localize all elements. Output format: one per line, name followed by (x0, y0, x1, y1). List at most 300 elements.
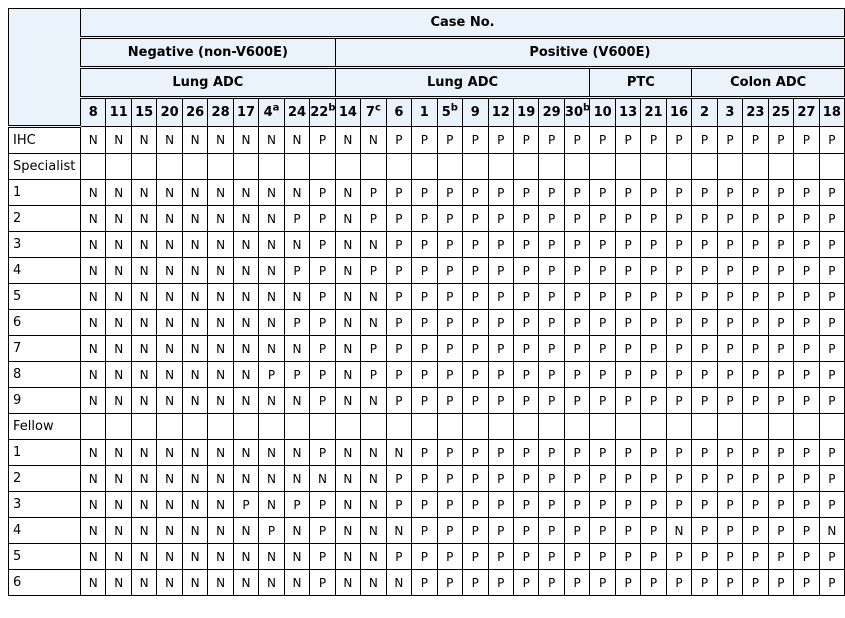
result-cell: N (335, 206, 360, 232)
result-cell: P (717, 310, 742, 336)
result-cell: P (692, 232, 717, 258)
result-cell: P (615, 232, 640, 258)
result-cell (564, 414, 589, 440)
result-cell: N (131, 388, 156, 414)
ptc-header: PTC (590, 68, 692, 98)
result-cell: N (208, 440, 233, 466)
result-cell: N (131, 440, 156, 466)
result-cell: P (692, 518, 717, 544)
result-cell: N (335, 362, 360, 388)
result-cell: P (717, 206, 742, 232)
result-cell: P (539, 336, 564, 362)
result-cell: P (564, 440, 589, 466)
result-cell: P (743, 180, 768, 206)
case-number: 29 (542, 105, 561, 120)
case-number-header (615, 98, 640, 127)
result-cell: P (310, 127, 335, 154)
result-cell: P (743, 492, 768, 518)
result-cell: P (641, 492, 666, 518)
result-cell: P (539, 570, 564, 596)
result-cell: P (386, 258, 411, 284)
result-cell: P (539, 206, 564, 232)
case-number-header (590, 98, 615, 127)
result-cell: N (259, 570, 284, 596)
result-cell: N (182, 127, 207, 154)
result-cell: P (539, 180, 564, 206)
result-cell: N (361, 492, 386, 518)
table-row (9, 518, 845, 544)
result-cell: P (768, 232, 793, 258)
result-cell: P (513, 180, 538, 206)
result-cell: N (208, 284, 233, 310)
result-cell: P (641, 206, 666, 232)
result-cell: P (615, 544, 640, 570)
result-cell: P (412, 336, 437, 362)
result-cell: P (794, 388, 819, 414)
row-label: 8 (9, 362, 81, 388)
result-cell: P (641, 518, 666, 544)
result-cell: P (819, 388, 844, 414)
result-cell: P (513, 362, 538, 388)
result-cell: N (81, 336, 106, 362)
result-cell: P (641, 570, 666, 596)
result-cell: P (463, 544, 488, 570)
result-cell: P (488, 232, 513, 258)
result-cell (564, 154, 589, 180)
result-cell: P (590, 570, 615, 596)
case-number-header (513, 98, 538, 127)
result-cell (81, 414, 106, 440)
result-cell: P (437, 127, 462, 154)
case-footnote-marker: b (328, 102, 336, 114)
result-cell: N (157, 362, 182, 388)
result-cell: P (513, 310, 538, 336)
case-number: 11 (109, 105, 128, 120)
result-cell: N (157, 127, 182, 154)
result-cell: N (259, 492, 284, 518)
result-cell: N (284, 466, 309, 492)
result-cell: P (564, 284, 589, 310)
result-cell: P (310, 570, 335, 596)
result-cell: P (412, 518, 437, 544)
result-cell: P (310, 284, 335, 310)
result-cell: N (106, 440, 131, 466)
result-cell: N (208, 492, 233, 518)
result-cell: N (361, 388, 386, 414)
result-cell: N (157, 284, 182, 310)
result-cell: P (437, 258, 462, 284)
result-cell: P (666, 362, 691, 388)
result-cell: N (131, 518, 156, 544)
result-cell: P (641, 180, 666, 206)
result-cell: P (743, 362, 768, 388)
result-cell: P (513, 232, 538, 258)
result-cell: P (564, 310, 589, 336)
result-cell: P (666, 310, 691, 336)
result-cell: P (615, 206, 640, 232)
case-number-header (412, 98, 437, 127)
result-cell: N (106, 492, 131, 518)
result-cell: N (233, 362, 258, 388)
result-cell: N (106, 388, 131, 414)
case-footnote-marker: a (272, 102, 280, 114)
result-cell: P (310, 388, 335, 414)
result-cell: N (233, 284, 258, 310)
result-cell: P (641, 388, 666, 414)
lung-adc-negative-header: Lung ADC (81, 68, 336, 98)
result-cell: P (819, 492, 844, 518)
result-cell: P (615, 127, 640, 154)
result-cell: P (743, 284, 768, 310)
result-cell (412, 414, 437, 440)
result-cell: N (157, 310, 182, 336)
result-cell: P (692, 466, 717, 492)
result-cell: P (361, 336, 386, 362)
case-number-header (131, 98, 156, 127)
result-cell: P (412, 127, 437, 154)
result-cell: N (233, 336, 258, 362)
case-no-header: Case No. (81, 9, 845, 38)
result-cell: N (131, 492, 156, 518)
result-cell: P (463, 570, 488, 596)
result-cell: P (743, 206, 768, 232)
result-cell: P (615, 570, 640, 596)
result-cell: P (666, 492, 691, 518)
result-cell (437, 414, 462, 440)
result-cell (590, 414, 615, 440)
result-cell: N (284, 180, 309, 206)
result-cell: P (310, 492, 335, 518)
result-cell: N (208, 206, 233, 232)
case-footnote-marker: c (374, 102, 381, 114)
result-cell (361, 414, 386, 440)
case-number: 28 (211, 105, 230, 120)
result-cell: P (590, 127, 615, 154)
result-cell (233, 414, 258, 440)
result-cell: N (106, 284, 131, 310)
row-label: 3 (9, 232, 81, 258)
result-cell: P (412, 570, 437, 596)
header-row-tumor-type (9, 68, 845, 98)
case-number-header (81, 98, 106, 127)
case-number: 12 (491, 105, 510, 120)
table-row (9, 232, 845, 258)
result-cell: P (666, 544, 691, 570)
result-cell: P (259, 362, 284, 388)
table-body (9, 127, 845, 596)
case-number: 4 (263, 105, 273, 120)
result-cell: P (488, 440, 513, 466)
case-number: 25 (771, 105, 790, 120)
result-cell: N (284, 544, 309, 570)
result-cell: P (717, 232, 742, 258)
result-cell: N (233, 258, 258, 284)
result-cell (131, 414, 156, 440)
case-number-header (666, 98, 691, 127)
result-cell (819, 154, 844, 180)
result-cell: N (284, 127, 309, 154)
result-cell: P (794, 284, 819, 310)
result-cell: P (463, 284, 488, 310)
table-row (9, 388, 845, 414)
result-cell: P (666, 232, 691, 258)
result-cell: P (641, 544, 666, 570)
result-cell (590, 154, 615, 180)
case-number: 14 (338, 105, 357, 120)
result-cell: N (310, 466, 335, 492)
result-cell: P (768, 258, 793, 284)
result-cell: N (131, 570, 156, 596)
result-cell (106, 414, 131, 440)
result-cell: P (794, 518, 819, 544)
result-cell (412, 154, 437, 180)
lung-adc-positive-header: Lung ADC (335, 68, 590, 98)
result-cell: P (412, 440, 437, 466)
case-number: 18 (822, 105, 841, 120)
result-cell: N (131, 258, 156, 284)
result-cell: N (106, 336, 131, 362)
result-cell: P (488, 362, 513, 388)
result-cell: N (259, 180, 284, 206)
result-cell: P (310, 440, 335, 466)
case-number-header (208, 98, 233, 127)
result-cell: P (386, 206, 411, 232)
case-number-header (157, 98, 182, 127)
case-number: 24 (287, 105, 307, 120)
result-cell: P (488, 466, 513, 492)
result-cell (717, 414, 742, 440)
result-cell: P (437, 388, 462, 414)
result-cell: P (768, 180, 793, 206)
result-cell: P (284, 310, 309, 336)
table-row (9, 284, 845, 310)
result-cell: P (743, 570, 768, 596)
result-cell: P (386, 180, 411, 206)
result-cell: N (182, 232, 207, 258)
result-cell: N (81, 466, 106, 492)
result-cell: P (412, 492, 437, 518)
result-cell: N (157, 466, 182, 492)
result-cell: P (692, 258, 717, 284)
result-cell: P (463, 362, 488, 388)
result-cell: N (157, 388, 182, 414)
result-cell: P (437, 362, 462, 388)
case-number-header (539, 98, 564, 127)
row-label: 1 (9, 440, 81, 466)
result-cell: N (335, 518, 360, 544)
result-cell: N (182, 466, 207, 492)
result-cell: P (692, 310, 717, 336)
corner-cell (9, 9, 81, 127)
result-cell: P (794, 466, 819, 492)
result-cell: N (157, 544, 182, 570)
row-label: 2 (9, 206, 81, 232)
result-cell: N (81, 232, 106, 258)
result-cell: P (437, 492, 462, 518)
table-row (9, 206, 845, 232)
result-cell: P (412, 362, 437, 388)
result-cell: N (81, 310, 106, 336)
case-number-header (819, 98, 844, 127)
result-cell: N (81, 544, 106, 570)
result-cell: P (310, 310, 335, 336)
result-cell (743, 414, 768, 440)
result-cell: N (208, 544, 233, 570)
result-cell (692, 414, 717, 440)
result-cell: P (666, 440, 691, 466)
case-number-header (488, 98, 513, 127)
result-cell: N (131, 310, 156, 336)
result-cell: P (819, 258, 844, 284)
result-cell: P (794, 440, 819, 466)
result-cell: P (819, 127, 844, 154)
result-cell: N (335, 180, 360, 206)
result-cell (666, 414, 691, 440)
result-cell (182, 414, 207, 440)
case-number-header (335, 98, 360, 127)
negative-group-header: Negative (non-V600E) (81, 38, 336, 68)
result-cell: P (615, 362, 640, 388)
result-cell: P (539, 362, 564, 388)
row-label: 1 (9, 180, 81, 206)
result-cell: P (717, 362, 742, 388)
result-cell: N (233, 570, 258, 596)
result-cell: P (641, 258, 666, 284)
result-cell: N (157, 440, 182, 466)
result-cell (615, 414, 640, 440)
result-cell: P (666, 180, 691, 206)
result-cell: P (768, 570, 793, 596)
section-row (9, 154, 845, 180)
result-cell: P (768, 388, 793, 414)
result-cell: N (259, 258, 284, 284)
result-cell: N (157, 518, 182, 544)
result-cell: P (463, 310, 488, 336)
result-cell: N (666, 518, 691, 544)
result-cell: N (259, 284, 284, 310)
result-cell: P (768, 127, 793, 154)
result-cell: P (692, 544, 717, 570)
result-cell: P (794, 544, 819, 570)
result-cell: N (335, 440, 360, 466)
result-cell: N (233, 206, 258, 232)
result-cell: N (81, 258, 106, 284)
result-cell: P (768, 336, 793, 362)
result-cell: N (182, 492, 207, 518)
table-row (9, 544, 845, 570)
result-cell: P (361, 180, 386, 206)
result-cell: N (208, 232, 233, 258)
result-cell: P (768, 440, 793, 466)
result-cell (615, 154, 640, 180)
result-cell: P (819, 310, 844, 336)
result-cell: P (615, 336, 640, 362)
result-cell: N (157, 180, 182, 206)
result-cell: P (590, 284, 615, 310)
result-cell (488, 414, 513, 440)
result-cell: P (641, 440, 666, 466)
result-cell: P (437, 206, 462, 232)
result-cell: N (335, 232, 360, 258)
result-cell: P (768, 518, 793, 544)
result-cell: N (81, 570, 106, 596)
row-label: 4 (9, 258, 81, 284)
result-cell: N (819, 518, 844, 544)
row-label: 4 (9, 518, 81, 544)
result-cell: P (488, 180, 513, 206)
result-cell: N (131, 127, 156, 154)
result-cell: P (564, 232, 589, 258)
result-cell: P (361, 258, 386, 284)
result-cell: N (106, 570, 131, 596)
result-cell: N (106, 180, 131, 206)
result-cell (488, 154, 513, 180)
result-cell (284, 414, 309, 440)
result-cell: P (412, 544, 437, 570)
result-cell: N (233, 310, 258, 336)
table-row (9, 336, 845, 362)
result-cell (641, 154, 666, 180)
result-cell: P (539, 466, 564, 492)
result-cell: P (386, 492, 411, 518)
result-cell: P (743, 544, 768, 570)
result-cell: N (361, 127, 386, 154)
result-cell: P (692, 127, 717, 154)
result-cell: P (666, 388, 691, 414)
result-cell (513, 154, 538, 180)
result-cell: P (743, 127, 768, 154)
result-cell: N (182, 180, 207, 206)
result-cell: P (233, 492, 258, 518)
result-cell: P (590, 206, 615, 232)
colon-adc-header: Colon ADC (692, 68, 845, 98)
result-cell: N (233, 388, 258, 414)
result-cell: P (717, 284, 742, 310)
result-cell: P (488, 258, 513, 284)
result-cell: N (106, 466, 131, 492)
results-table-container (8, 8, 845, 596)
result-cell: P (666, 336, 691, 362)
result-cell: N (361, 544, 386, 570)
result-cell: N (259, 206, 284, 232)
result-cell: N (259, 466, 284, 492)
case-number-header (284, 98, 309, 127)
result-cell: N (335, 466, 360, 492)
result-cell: P (463, 336, 488, 362)
result-cell: P (564, 258, 589, 284)
case-number: 15 (135, 105, 154, 120)
result-cell: N (259, 388, 284, 414)
result-cell: N (233, 466, 258, 492)
result-cell: N (106, 544, 131, 570)
result-cell: P (310, 232, 335, 258)
result-cell: P (717, 518, 742, 544)
result-cell: P (412, 180, 437, 206)
result-cell: P (666, 258, 691, 284)
result-cell: N (81, 206, 106, 232)
result-cell: P (666, 127, 691, 154)
result-cell: N (233, 127, 258, 154)
result-cell: P (692, 440, 717, 466)
result-cell: P (717, 388, 742, 414)
table-row (9, 492, 845, 518)
result-cell: P (513, 570, 538, 596)
result-cell: P (488, 388, 513, 414)
result-cell: N (81, 388, 106, 414)
result-cell (819, 414, 844, 440)
result-cell: N (335, 258, 360, 284)
case-number-header (768, 98, 793, 127)
